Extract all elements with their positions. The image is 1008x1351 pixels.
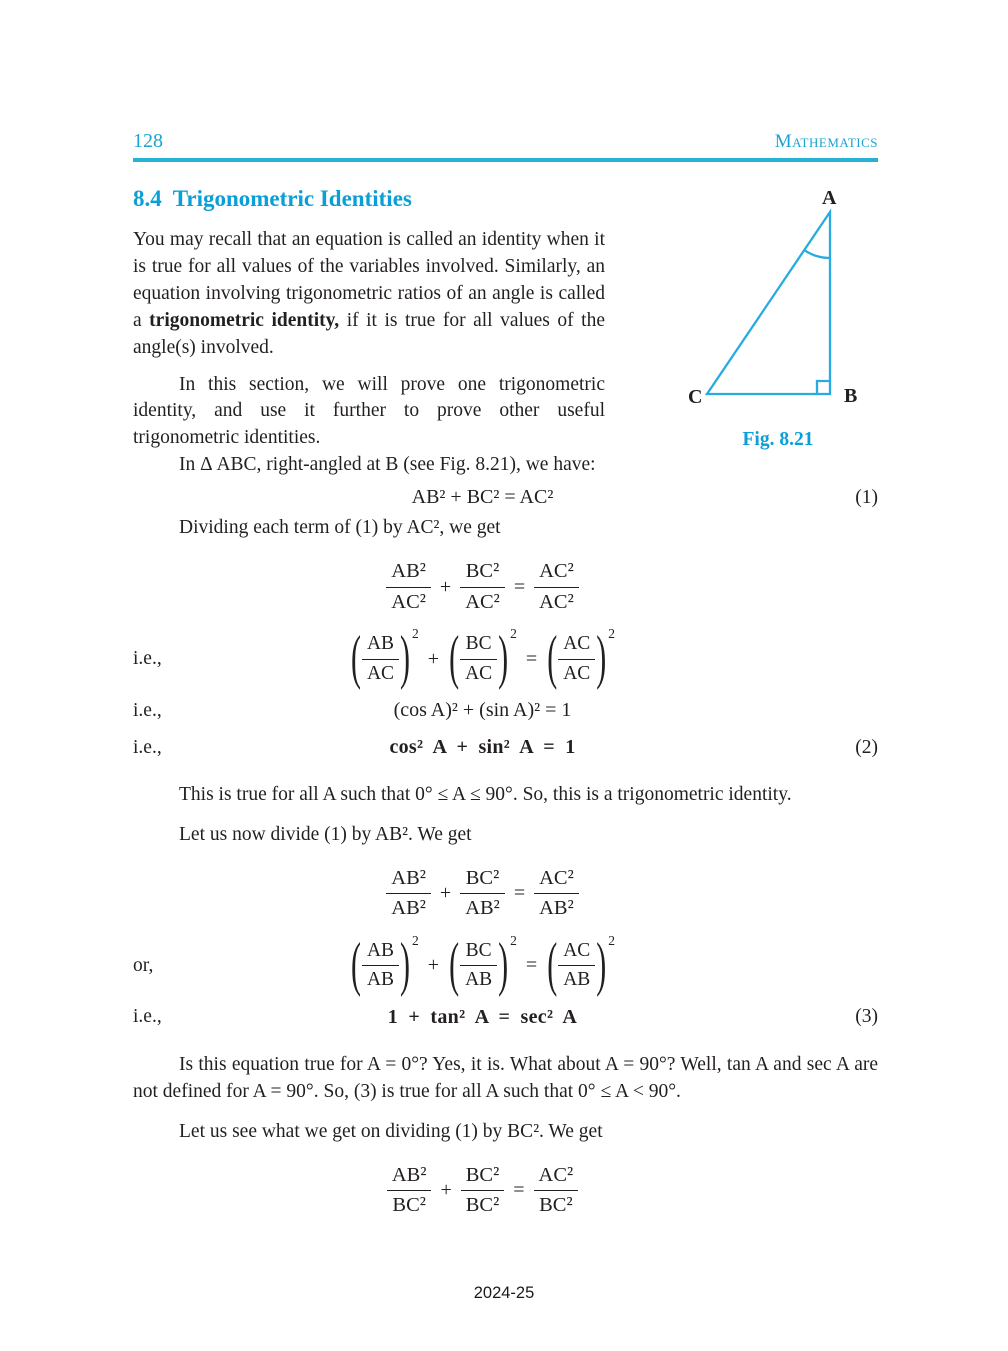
equation-1: AB² + BC² = AC²	[411, 486, 554, 509]
para-divide-bc: Let us see what we get on dividing (1) by BC². We get	[179, 1120, 603, 1142]
equation-1-row	[133, 486, 878, 509]
fraction-equation-ac	[133, 559, 878, 615]
squared-exponent: 2	[412, 626, 419, 642]
vertex-label-a: A	[821, 188, 836, 209]
footer-year: 2024-25	[473, 1284, 535, 1302]
open-paren: (	[547, 625, 558, 692]
bracketed-fraction: ( $\frac{AB}{AC}$ ) 2	[350, 625, 419, 692]
equals-sign: =	[513, 1179, 525, 1202]
fraction: $\frac{\text{BC²}}{\text{AC²}}$	[460, 559, 505, 615]
squared-exponent: 2	[412, 932, 419, 948]
intro-p1-text-end: if it is true for all values of the angle(s) involved.	[133, 309, 605, 358]
section-heading	[133, 186, 605, 212]
squared-exponent: 2	[510, 626, 517, 642]
figure-triangle	[678, 186, 878, 451]
fraction: $\frac{\text{AC²}}{\text{BC²}}$	[534, 1163, 579, 1219]
page-header	[133, 130, 878, 153]
fraction: $\frac{\text{AB²}}{\text{AB²}}$	[386, 866, 431, 922]
header-subject: Mathematics	[774, 131, 878, 152]
equation-2-number: (2)	[855, 736, 878, 758]
intro-paragraph-2: In this section, we will prove one trigonometric identity, and use it further to prove other useful trigonometric identities.	[133, 373, 605, 449]
equation-3-row	[133, 1006, 878, 1029]
fraction: $\frac{\text{AB²}}{\text{BC²}}$	[387, 1163, 432, 1219]
section-number: 8.4	[133, 186, 162, 211]
equals-sign: =	[525, 954, 538, 977]
plus-sign: +	[427, 647, 440, 670]
ie-label: i.e.,	[133, 648, 162, 670]
ie-label: i.e.,	[133, 1006, 162, 1028]
intro-p1-bold-term: trigonometric identity,	[149, 309, 340, 331]
para-identity-note: This is true for all A such that 0° ≤ A ≤ 90°. So, this is a trigonometric identity.	[179, 784, 792, 806]
page-number: 128	[133, 130, 163, 152]
equation-cos-sin-paren-row	[133, 699, 878, 722]
fraction: $\frac{\text{AB²}}{\text{AC²}}$	[386, 559, 431, 615]
bracketed-fraction: ( $\frac{AC}{AC}$ ) 2	[547, 625, 616, 692]
fraction: $\frac{\text{AC²}}{\text{AB²}}$	[534, 866, 579, 922]
plus-sign: +	[439, 575, 452, 598]
equation-3: 1 + tan² A = sec² A	[387, 1005, 578, 1028]
intro-section	[133, 186, 878, 452]
bracketed-fraction: ( $\frac{BC}{AC}$ ) 2	[449, 625, 517, 692]
close-paren: )	[596, 931, 607, 998]
equation-cos-sin-paren: (cos A)² + (sin A)² = 1	[393, 699, 572, 722]
angle-arc	[804, 250, 830, 258]
close-paren: )	[400, 931, 411, 998]
equals-sign: =	[513, 575, 526, 598]
equation-2: cos² A + sin² A = 1	[389, 736, 576, 759]
fraction-equation-bc	[133, 1163, 878, 1219]
close-paren: )	[596, 625, 607, 692]
section-title: Trigonometric Identities	[172, 186, 412, 211]
plus-sign: +	[439, 882, 452, 905]
para-dividing-ac: Dividing each term of (1) by AC², we get	[179, 517, 501, 539]
fraction: $\frac{\text{BC²}}{\text{AB²}}$	[460, 866, 505, 922]
para-eq3-note: Is this equation true for A = 0°? Yes, it is. What about A = 90°? Well, tan A and sec A are not defined for A = 90°. So, (3) is true for all A such that 0° ≤ A < 90°.	[133, 1053, 878, 1102]
bracketed-fraction: ( $\frac{BC}{AB}$ ) 2	[449, 931, 517, 998]
intro-p1-text: You may recall that an equation is called an identity when it is true for all values of the variables involved. Similarly, an equation involving trigonometric ratios of an angle is called a	[133, 229, 605, 331]
squared-exponent: 2	[510, 932, 517, 948]
equation-3-number: (3)	[855, 1006, 878, 1028]
header-rule	[133, 158, 878, 162]
close-paren: )	[498, 931, 509, 998]
open-paren: (	[350, 931, 361, 998]
close-paren: )	[400, 625, 411, 692]
equals-sign: =	[525, 647, 538, 670]
bracket-equation-ac	[133, 625, 878, 692]
vertex-label-c: C	[687, 386, 702, 408]
close-paren: )	[498, 625, 509, 692]
ie-label: i.e.,	[133, 736, 162, 758]
open-paren: (	[449, 625, 460, 692]
para-divide-ab: Let us now divide (1) by AB². We get	[179, 823, 472, 845]
bracketed-fraction: ( $\frac{AC}{AB}$ ) 2	[547, 931, 616, 998]
bracketed-fraction: ( $\frac{AB}{AB}$ ) 2	[350, 931, 419, 998]
squared-exponent: 2	[608, 626, 616, 642]
equals-sign: =	[513, 882, 526, 905]
fraction: $\frac{\text{AC²}}{\text{AC²}}$	[534, 559, 579, 615]
vertex-label-b: B	[843, 385, 857, 407]
plus-sign: +	[440, 1179, 452, 1202]
equation-2-row	[133, 736, 878, 759]
fraction: $\frac{\text{BC²}}{\text{BC²}}$	[461, 1163, 505, 1219]
open-paren: (	[350, 625, 361, 692]
right-angle-mark	[817, 381, 830, 394]
open-paren: (	[547, 931, 558, 998]
triangle-svg	[687, 188, 870, 420]
squared-exponent: 2	[608, 932, 616, 948]
triangle-outline	[707, 212, 830, 394]
intro-paragraph-1	[133, 227, 605, 362]
figure-caption: Fig. 8.21	[742, 429, 814, 450]
fraction-equation-ab	[133, 866, 878, 922]
open-paren: (	[449, 931, 460, 998]
bracket-equation-ab	[133, 931, 878, 998]
or-label: or,	[133, 954, 154, 976]
plus-sign: +	[427, 954, 440, 977]
equation-1-number: (1)	[855, 486, 878, 508]
ie-label: i.e.,	[133, 699, 162, 721]
para-in-triangle: In Δ ABC, right-angled at B (see Fig. 8.21), we have:	[179, 454, 596, 476]
